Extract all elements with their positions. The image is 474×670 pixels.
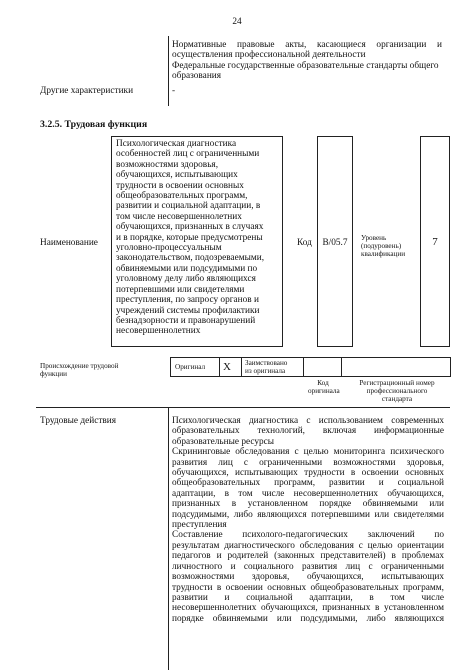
function-name-line: развитии и социальной адаптации, в xyxy=(116,201,261,212)
labor-actions-top-border xyxy=(36,407,450,408)
function-name-line: потерпевшими или свидетелями xyxy=(116,284,245,295)
function-name-line: обучающихся, испытывающих xyxy=(116,170,238,181)
section-title: 3.2.5. Трудовая функция xyxy=(40,119,148,130)
function-name-line: учреждений системы профилактики xyxy=(116,305,260,316)
labor-actions-label: Трудовые действия xyxy=(40,416,117,426)
origin-divider xyxy=(303,357,304,377)
labor-action-line: Составление психолого-педагогических заключений по xyxy=(172,530,444,541)
labor-action-line: личностного и социального развития лиц с ограниченными xyxy=(172,561,444,572)
function-name-text xyxy=(116,139,281,337)
code-caption-line: оригинала xyxy=(308,387,340,395)
origin-divider xyxy=(241,357,242,377)
labor-action-line: порядке обвиняемыми или подсудимыми, либо являющихся xyxy=(172,613,444,624)
function-name-line: трудности в освоении основных xyxy=(116,180,244,191)
top-line-4: образования xyxy=(172,71,222,82)
labor-action-line: признанных в установленном порядке обвиняемыми или xyxy=(172,499,444,510)
labor-action-line: несовершеннолетних обучающихся, признанных в установленном xyxy=(172,603,444,614)
reg-caption-line: Регистрационный номер xyxy=(359,379,435,387)
reg-caption-line: стандарта xyxy=(381,395,413,403)
origin-box xyxy=(170,357,451,377)
code-caption-line: Код xyxy=(317,379,329,387)
labor-action-line: педагогов и родителей (законных представителей) в проблемах xyxy=(172,551,444,562)
labor-action-line: Психологическая диагностика с использованием современных xyxy=(172,416,444,426)
function-name-line: и в порядке, которые предусмотрены xyxy=(116,232,263,243)
top-line-3: Федеральные государственные образовательные стандарты общего xyxy=(172,60,439,71)
function-name-line: преступления, по запросу органов и xyxy=(116,295,259,306)
function-name-line: общеобразовательных программ, xyxy=(116,191,248,202)
labor-action-line: трудности в освоении основных общеобразовательных программ, xyxy=(172,582,444,593)
level-label-line: (подуровень) xyxy=(361,242,402,250)
labor-action-line: развитии и социальной адаптации, в том числе xyxy=(172,592,444,603)
level-label xyxy=(361,234,421,258)
labor-action-line: преступления xyxy=(172,520,227,531)
top-line-2: осуществления профессиональной деятельности xyxy=(172,50,366,61)
top-line-1: Нормативные правовые акты, касающиеся организации и xyxy=(172,40,442,50)
labor-actions-text xyxy=(172,416,444,624)
name-label: Наименование xyxy=(40,238,98,248)
labor-actions-divider xyxy=(168,407,169,670)
origin-label-line: Происхождение трудовой xyxy=(40,362,119,370)
original-mark: X xyxy=(223,361,231,373)
original-label: Оригинал xyxy=(175,363,206,371)
origin-label xyxy=(40,362,118,378)
labor-action-line: общеобразовательных программ, развитии и социальной xyxy=(172,478,444,489)
origin-label-line: функции xyxy=(40,370,67,378)
code-value: B/05.7 xyxy=(322,238,348,248)
other-characteristics-label: Другие характеристики xyxy=(40,86,134,96)
code-label: Код xyxy=(297,238,312,248)
labor-action-line: обучающихся, испытывающих трудности в освоении основных xyxy=(172,468,444,479)
borrowed-label xyxy=(245,359,287,375)
labor-action-line: возможностями здоровья, обучающихся, испытывающих xyxy=(172,572,444,583)
labor-action-line: развития лиц с ограниченными возможностями здоровья, xyxy=(172,457,444,468)
top-block-text xyxy=(172,40,442,82)
function-name-line: особенностей лиц с ограниченными xyxy=(116,149,260,160)
function-name-line: Психологическая диагностика xyxy=(116,139,237,149)
function-name-line: обучающихся, признанных в случаях xyxy=(116,222,264,233)
labor-action-line: образовательные ресурсы xyxy=(172,436,274,447)
reg-caption-line: профессионального xyxy=(366,387,428,395)
function-name-line: том числе несовершеннолетних xyxy=(116,211,242,222)
function-name-line: уголовно-процессуальным xyxy=(116,243,222,254)
function-name-line: обвиняемыми или подсудимыми по xyxy=(116,263,258,274)
level-label-line: Уровень xyxy=(361,234,387,242)
function-name-line: безнадзорности и правонарушений xyxy=(116,315,256,326)
labor-action-line: адаптации, в том числе несовершеннолетних обучающихся, xyxy=(172,488,444,499)
origin-divider xyxy=(219,357,220,377)
level-label-line: квалификации xyxy=(361,250,406,258)
labor-action-line: подсудимыми, либо являющихся потерпевшими или свидетелями xyxy=(172,509,444,520)
function-name-line: возможностями здоровья, xyxy=(116,159,219,170)
labor-action-line: результатам диагностического обследования с целью ориентации xyxy=(172,540,444,551)
code-caption xyxy=(308,379,338,395)
function-name-line: несовершеннолетних xyxy=(116,326,201,337)
function-name-line: уголовному делу либо являющихся xyxy=(116,274,256,285)
labor-action-line: образовательных технологий, включая информационные xyxy=(172,426,444,437)
level-value: 7 xyxy=(432,236,438,248)
origin-divider xyxy=(341,357,342,377)
borrowed-label-line: Заимствовано xyxy=(245,359,288,367)
function-name-line: законодательством, подозреваемыми, xyxy=(116,253,265,264)
reg-caption xyxy=(343,379,451,403)
labor-action-line: Скрининговые обследования с целью мониторинга психического xyxy=(172,447,444,458)
page-number: 24 xyxy=(232,17,242,27)
borrowed-label-line: из оригинала xyxy=(245,367,286,375)
other-characteristics-value: - xyxy=(172,86,176,96)
top-block-divider xyxy=(168,36,169,106)
